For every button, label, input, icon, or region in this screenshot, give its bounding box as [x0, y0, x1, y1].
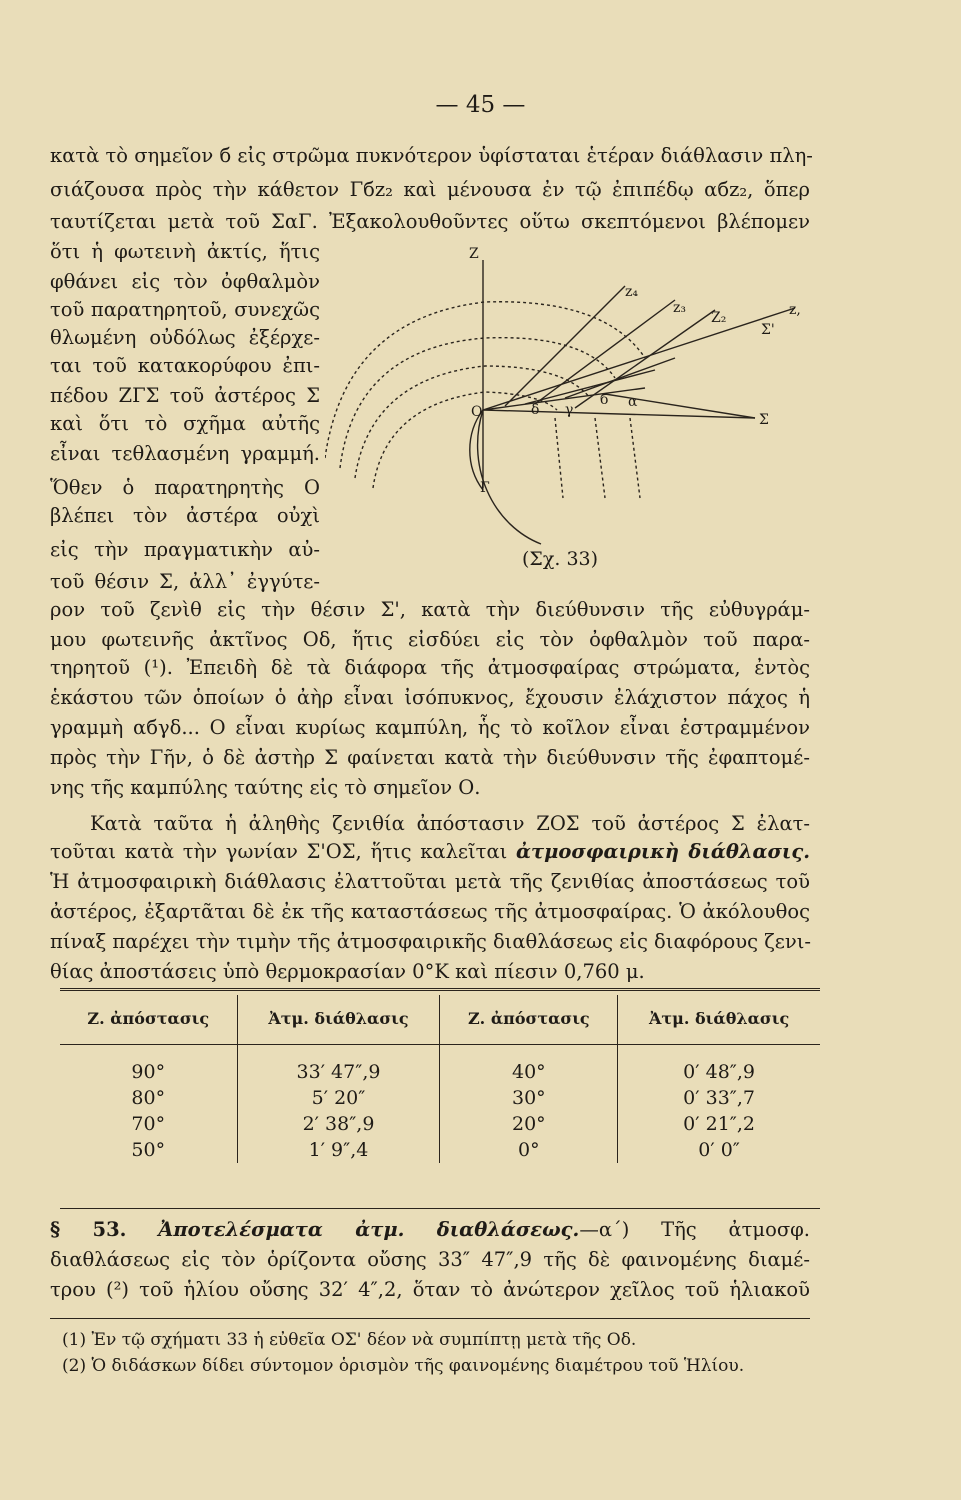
footnote-1: (1) Ἐν τῷ σχήματι 33 ἡ εὐθεῖα ΟΣ' δέον νὰ συμπίπτῃ μετὰ τῆς Οδ. [62, 1330, 637, 1350]
label-alpha: α [628, 394, 638, 410]
para2-line-6: θίας ἀποστάσεις ὑπὸ θερμοκρασίαν 0°Κ καὶ πίεσιν 0,760 μ. [50, 960, 645, 983]
label-sigma-prime: Σ' [761, 322, 775, 338]
header-zenith-1: Ζ. ἀπόστασις [60, 995, 237, 1045]
cell: 0′ 48″,9 [683, 1061, 756, 1083]
cell: 5′ 20″ [237, 1085, 440, 1111]
label-b: б [600, 392, 609, 408]
footnote-2: (2) Ὁ διδάσκων δίδει σύντομον ὁρισμὸν τῆς φαινομένης διαμέτρου τοῦ Ἡλίου. [62, 1356, 745, 1376]
cell: 90° [60, 1045, 237, 1086]
cell: 33′ 47″,9 [237, 1045, 440, 1086]
body-line-mid-4: ἑκάστου τῶν ὁποίων ὁ ἀὴρ εἶναι ἰσόπυκνος, ἔχουσιν ἐλάχιστον πάχος ἡ [50, 686, 810, 709]
body-line-mid-5: γραμμὴ αбγδ... Ο εἶναι κυρίως καμπύλη, ἧς τὸ κοῖλον εἶναι ἐστραμμένον [50, 716, 810, 739]
cell: 70° [60, 1111, 237, 1137]
table-row [60, 1137, 820, 1163]
cell: 0′ 21″,2 [683, 1113, 756, 1135]
narrow-line-6: πέδου ΖΓΣ τοῦ ἀστέρος Σ [50, 384, 320, 407]
drop-line-1 [555, 418, 563, 498]
narrow-line-3: τοῦ παρατηρητοῦ, συνεχῶς [50, 298, 320, 321]
para2-line-2-text: τοῦται κατὰ τὴν γωνίαν Σ'ΟΣ, ἥτις καλεῖται [50, 840, 517, 863]
refraction-diagram [325, 238, 815, 558]
table-header-row [60, 995, 820, 1045]
narrow-line-8: εἶναι τεθλασμένη γραμμή. [50, 442, 320, 465]
table-row [60, 1045, 820, 1086]
refraction-table [60, 995, 820, 1163]
layer-1 [325, 302, 645, 458]
narrow-line-1: ὅτι ἡ φωτεινὴ ἀκτίς, ἥτις [50, 240, 320, 263]
figure-caption: (Σχ. 33) [522, 548, 599, 570]
ray-1 [483, 388, 645, 410]
earth-arc [478, 410, 541, 544]
body-line-mid-1: ρον τοῦ ζενὶθ εἰς τὴν θέσιν Σ', κατὰ τὴν διεύθυνσιν τῆς εὐθυγράμ- [50, 598, 810, 621]
label-delta: δ [531, 402, 540, 418]
body-line-3: ταυτίζεται μετὰ τοῦ ΣαΓ. Ἐξακολουθοῦντες οὕτω σκεπτόμενοι βλέπομεν [50, 210, 810, 233]
cell: 0′ 0″ [698, 1139, 740, 1161]
section-number: § 53. [50, 1218, 127, 1241]
label-gamma-cap: Γ [480, 480, 490, 496]
label-z1: z, [789, 302, 801, 318]
inner-arc [470, 410, 483, 490]
cell: 0′ 33″,7 [683, 1087, 756, 1109]
table-top-rule [60, 988, 820, 991]
cell: 80° [60, 1085, 237, 1111]
narrow-line-5: ται τοῦ κατακορύφου ἐπι- [50, 354, 320, 377]
label-gamma: γ [565, 402, 574, 418]
label-sigma: Σ [759, 412, 769, 428]
label-z2: Z₂ [711, 310, 727, 326]
header-zenith-2: Ζ. ἀπόστασις [440, 995, 618, 1045]
page-number: — 45 — [435, 92, 526, 118]
body-line-1: κατὰ τὸ σημεῖον б εἰς στρῶμα πυκνότερον ὑφίσταται ἑτέραν διάθλασιν πλη- [50, 144, 813, 167]
body-line-mid-7: νης τῆς καμπύλης ταύτης εἰς τὸ σημεῖον Ο. [50, 776, 481, 799]
section-line-1-rest: —α΄) Τῆς ἀτμοσφ. [579, 1218, 810, 1241]
para2-line-5: πίναξ παρέχει τὴν τιμὴν τῆς ἀτμοσφαιρικῆς διαθλάσεως εἰς διαφόρους ζενι- [50, 930, 811, 953]
footnote-separator [50, 1318, 810, 1319]
cell: 50° [60, 1137, 237, 1163]
term-atmospheric-refraction: ἀτμοσφαιρικὴ διάθλασις. [516, 840, 811, 863]
body-line-mid-2: μου φωτεινῆς ἀκτῖνος Οδ, ἥτις εἰσδύει εἰς τὸν ὀφθαλμὸν τοῦ παρα- [50, 628, 810, 651]
header-refraction-1: Ἀτμ. διάθλασις [237, 995, 440, 1045]
section-line-3: τρου (²) τοῦ ἡλίου οὔσης 32′ 4″,2, ὅταν τὸ ἀνώτερον χεῖλος τοῦ ἡλιακοῦ [50, 1278, 810, 1301]
table-row [60, 1085, 820, 1111]
narrow-line-2: φθάνει εἰς τὸν ὀφθαλμὸν [50, 270, 320, 293]
layer-4 [373, 392, 557, 488]
para2-line-4: ἀστέρος, ἐξαρτᾶται δὲ ἐκ τῆς καταστάσεως τῆς ἀτμοσφαίρας. Ὁ ἀκόλουθος [50, 900, 810, 923]
label-z: Z [469, 246, 479, 262]
label-o: O [471, 404, 483, 420]
cell: 20° [440, 1111, 618, 1137]
body-line-2: σιάζουσα πρὸς τὴν κάθετον Γбz₂ καὶ μένουσα ἐν τῷ ἐπιπέδῳ αбz₂, ὅπερ [50, 178, 810, 201]
table-row [60, 1111, 820, 1137]
drop-line-3 [630, 418, 640, 498]
body-line-mid-6: πρὸς τὴν Γῆν, ὁ δὲ ἀστὴρ Σ φαίνεται κατὰ τὴν διεύθυνσιν τῆς ἐφαπτομέ- [50, 746, 810, 769]
cell: 40° [440, 1045, 618, 1086]
narrow-line-9: Ὅθεν ὁ παρατηρητὴς Ο [50, 476, 320, 499]
section-line-1 [50, 1220, 810, 1240]
cell: 1′ 9″,4 [237, 1137, 440, 1163]
label-z4: z₄ [625, 284, 638, 300]
body-line-mid-3: τηρητοῦ (¹). Ἐπειδὴ δὲ τὰ διάφορα τῆς ἀτμοσφαίρας στρώματα, ἐντὸς [50, 656, 810, 679]
para2-line-2 [50, 842, 810, 862]
header-refraction-2: Ἀτμ. διάθλασις [618, 995, 820, 1045]
section-title: Ἀποτελέσματα ἀτμ. διαθλάσεως. [158, 1218, 580, 1241]
table-bottom-rule [60, 1208, 820, 1209]
cell: 2′ 38″,9 [237, 1111, 440, 1137]
narrow-line-7: καὶ ὅτι τὸ σχῆμα αὐτῆς [50, 412, 320, 435]
ray-z1 [483, 308, 795, 410]
narrow-line-10: βλέπει τὸν ἀστέρα οὐχὶ [50, 504, 320, 527]
cell: 30° [440, 1085, 618, 1111]
narrow-line-11: εἰς τὴν πραγματικὴν αὐ- [50, 538, 320, 561]
narrow-line-4: θλωμένη οὐδόλως ἐξέρχε- [50, 326, 320, 349]
label-z3: z₃ [673, 300, 686, 316]
section-line-2: διαθλάσεως εἰς τὸν ὁρίζοντα οὔσης 33″ 47″,9 τῆς δὲ φαινομένης διαμέ- [50, 1248, 810, 1271]
narrow-line-12: τοῦ θέσιν Σ, ἀλλ᾽ ἐγγύτε- [50, 570, 320, 593]
layer-3 [355, 366, 590, 478]
para2-line-1: Κατὰ ταῦτα ἡ ἀληθὴς ζενιθία ἀπόστασιν ΖΟΣ τοῦ ἀστέρος Σ ἐλατ- [90, 812, 810, 835]
cell: 0° [440, 1137, 618, 1163]
para2-line-3: Ἡ ἀτμοσφαιρικὴ διάθλασις ἐλαττοῦται μετὰ τῆς ζενιθίας ἀποστάσεως τοῦ [50, 870, 810, 893]
ray-z4 [505, 286, 625, 406]
drop-line-2 [595, 418, 605, 498]
